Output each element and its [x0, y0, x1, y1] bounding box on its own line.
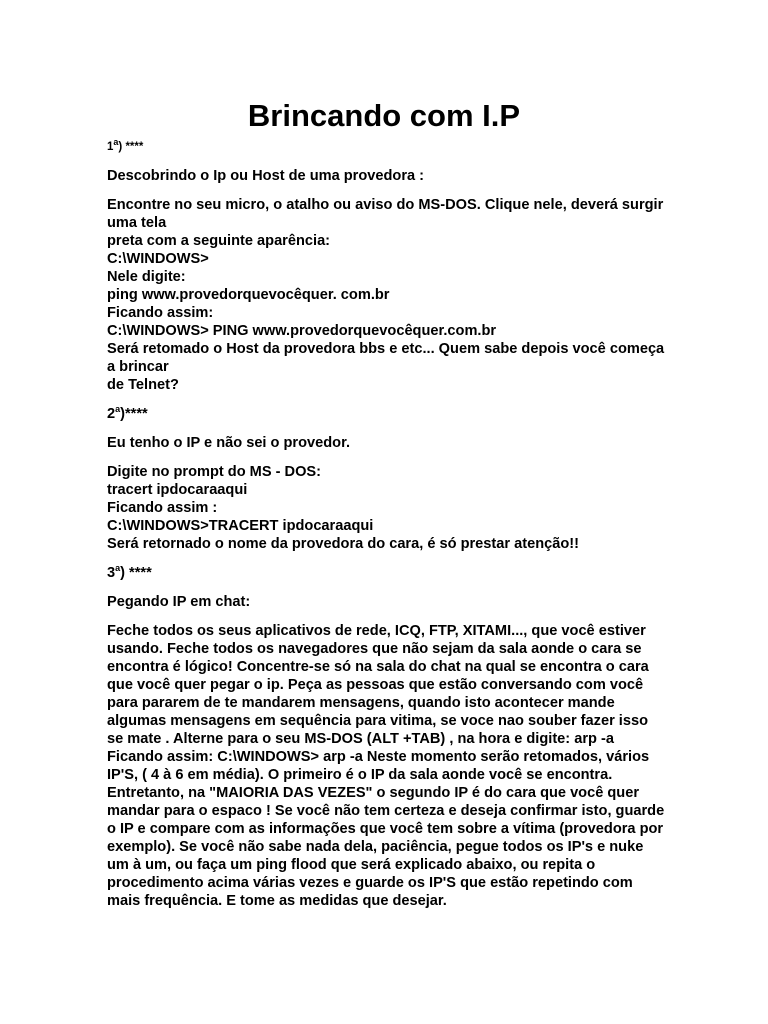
heading-stars: )****	[120, 406, 148, 422]
heading-ordinal: a	[115, 404, 121, 415]
heading-number: 1	[107, 141, 114, 153]
heading-number: 2	[107, 406, 116, 422]
heading-number: 3	[107, 565, 116, 581]
paragraph-ms-dos-ping: Encontre no seu micro, o atalho ou aviso do MS-DOS. Clique nele, deverá surgir uma tela preta com a seguinte aparência: C:\WINDOWS> Nele digite: ping www.provedorquevocêquer. com.br Ficando assim: C:\WINDOWS> PING www.provedorquevocêquer.com.br Será retomado o Host da provedora bbs e etc... Quem sabe depois você começa a brincar de Telnet?	[107, 197, 665, 393]
heading-ordinal: a	[115, 563, 121, 574]
heading-ordinal: a	[113, 137, 119, 148]
document-body	[107, 138, 667, 921]
section-subtitle-2: Eu tenho o IP e não sei o provedor.	[107, 435, 351, 451]
section-heading-1	[107, 138, 667, 156]
paragraph-tracert: Digite no prompt do MS - DOS: tracert ipdocaraaqui Ficando assim : C:\WINDOWS>TRACERT ipdocaraaqui Será retornado o nome da provedora do cara, é só prestar atenção!!	[107, 464, 580, 552]
paragraph-chat-ip: Feche todos os seus aplicativos de rede, ICQ, FTP, XITAMI..., que você estiver usando. Feche todos os navegadores que não sejam da sala aonde o cara se encontra é lógico! Concentre-se só na sala do chat na qual se encontra o cara que você quer pegar o ip. Peça as pessoas que estão conversando com você para pararem de te mandarem mensagens, quando isto acontecer mande algumas mensagens em sequência para vitima, se voce nao souber fazer isso se mate . Alterne para o seu MS-DOS (ALT +TAB) , na hora e digite: arp -a Ficando assim: C:\WINDOWS> arp -a Neste momento serão retomados, vários IP'S, ( 4 à 6 em média). O primeiro é o IP da sala aonde você se encontra. Entretanto, na "MAIORIA DAS VEZES" o segundo IP é do cara que você quer mandar para o espaco ! Se você não tem certeza e deseja confirmar isto, guarde o IP e compare com as informações que você tem sobre a vítima (provedora por exemplo). Se você não sabe nada dela, paciência, pegue todos os IP's e nuke um à um, ou faça um ping flood que será explicado abaixo, ou repita o procedimento acima várias vezes e guarde os IP'S que estão repetindo com mais frequência. E tome as medidas que desejar.	[107, 623, 665, 909]
section-heading-2	[107, 405, 667, 423]
section-heading-3	[107, 564, 667, 582]
section-subtitle-1: Descobrindo o Ip ou Host de uma provedora :	[107, 168, 425, 184]
heading-stars: ) ****	[118, 141, 144, 153]
section-subtitle-3: Pegando IP em chat:	[107, 594, 251, 610]
document-title: Brincando com I.P	[247, 98, 521, 133]
heading-stars: ) ****	[120, 565, 152, 581]
